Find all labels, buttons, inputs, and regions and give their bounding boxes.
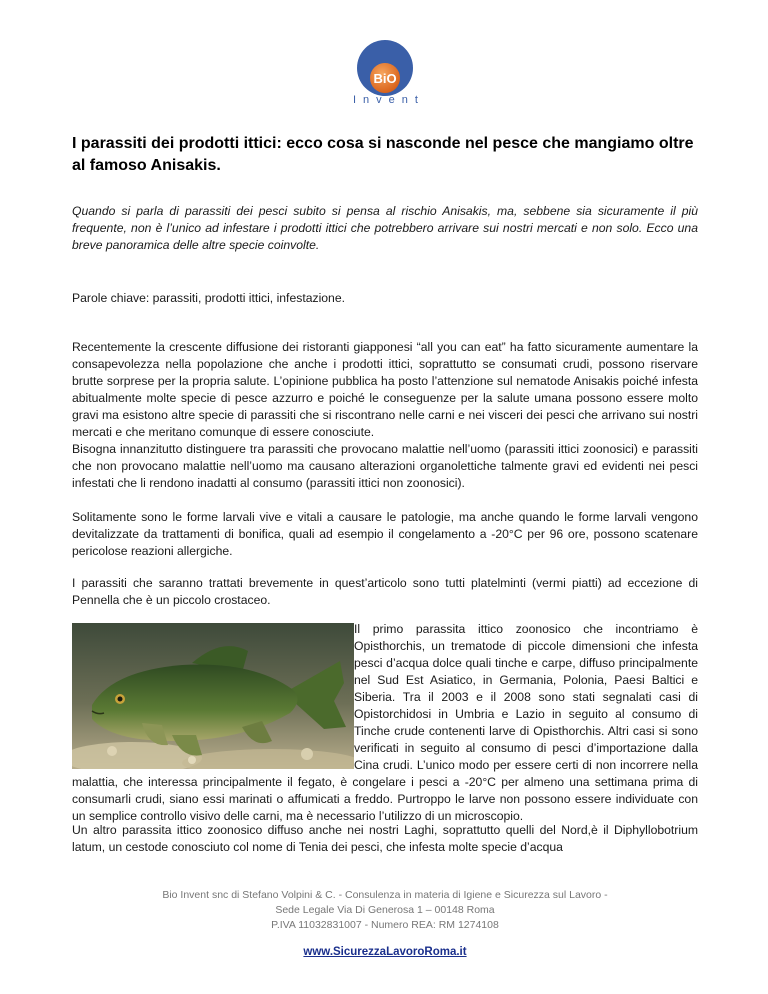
tench-fish-photo <box>72 623 354 769</box>
footer-company: Bio Invent snc di Stefano Volpini & C. - Consulenza in materia di Igiene e Sicurezza sul Lavoro - <box>162 889 608 901</box>
article-abstract: Quando si parla di parassiti dei pesci subito si pensa al rischio Anisakis, ma, sebbene sia sicuramente il più frequente, non è l’unico ad infestare i prodotti ittici che potrebbero arrivare sui nostri mercati e non solo. Ecco una breve panoramica delle altre specie coinvolte. <box>72 204 698 252</box>
logo-badge-text: BiO <box>373 71 397 86</box>
footer-vat: P.IVA 11032831007 - Numero REA: RM 1274108 <box>271 919 499 931</box>
paragraph-3: Solitamente sono le forme larvali vive e vitali a causare le patologie, ma anche quando le forme larvali vengono devitalizzate da trattamenti di bonifica, quali ad esempio il congelamento a -20°C per 96 ore, possono scatenare pericolose reazioni allergiche. <box>72 510 698 558</box>
paragraph-6: Un altro parassita ittico zoonosico diffuso anche nei nostri Laghi, soprattutto quelli del Nord,è il Diphyllobotrium latum, un cestode conosciuto col nome di Tenia dei pesci, che infesta molte specie d’acqua <box>72 823 698 854</box>
paragraph-2: Bisogna innanzitutto distinguere tra parassiti che provocano malattie nell’uomo (parassiti ittici zoonosici) e parassiti che non provocano malattie nell’uomo ma causano alterazioni organolettiche talmente gravi ed evidenti nei pesci infestati che li rendono inadatti al consumo (parassiti ittici non zoonosici). <box>72 442 698 490</box>
footer-address: Sede Legale Via Di Generosa 1 – 00148 Roma <box>275 904 495 916</box>
paragraph-5: Il primo parassita ittico zoonosico che incontriamo è Opisthorchis, un trematode di piccole dimensioni che infesta pesci d’acqua dolce quali tinche e carpe, diffuso principalmente nel Sud Est Asiatico, in Germania, Polonia, Paesi Baltici e Siberia. Tra il 2003 e il 2008 sono stati segnalati casi di Opistorchidosi in Umbria e Lazio in seguito al consumo di Tinche crude contenenti larve di Opisthorchis. Altri casi si sono verificati in seguito al consumo di pesci d’importazione dalla Cina crudi. L’unico modo per essere certi di non incorrere nella malattia, che interessa principalmente il fegato, è congelare i pesci a -20°C per almeno una settimana prima di consumarli crudi, siano essi marinati o affumicati a freddo. Purtroppo le larve non possono essere individuate con un semplice controllo visivo delle carni, ma è necessario l’utilizzo di un microscopio. <box>72 622 698 823</box>
article-title: I parassiti dei prodotti ittici: ecco cosa si nasconde nel pesce che mangiamo oltre al famoso Anisakis. <box>72 135 694 174</box>
article-keywords: Parole chiave: parassiti, prodotti ittici, infestazione. <box>72 291 345 305</box>
logo-subtitle: Invent <box>353 94 425 106</box>
footer-website-link[interactable]: www.SicurezzaLavoroRoma.it <box>303 946 467 958</box>
paragraph-1: Recentemente la crescente diffusione dei ristoranti giapponesi “all you can eat” ha fatto sicuramente aumentare la consapevolezza nella popolazione che anche i prodotti ittici, soprattutto se consumati crudi, possono riservare brutte sorprese per la propria salute. L’opinione pubblica ha posto l’attenzione sul nematode Anisakis poiché infesta abitualmente molte specie di pesce azzurro e poiché le conseguenze per la salute umana possono essere molto gravi ma esistono altre specie di parassiti che si riscontrano nelle carni e nei visceri dei pesci che arrivano sui nostri mercati e che meritano comunque di essere conosciute. <box>72 340 698 439</box>
footer <box>72 888 698 933</box>
paragraph-4: I parassiti che saranno trattati brevemente in quest’articolo sono tutti platelminti (vermi piatti) ad eccezione di Pennella che è un piccolo crostaceo. <box>72 576 698 607</box>
